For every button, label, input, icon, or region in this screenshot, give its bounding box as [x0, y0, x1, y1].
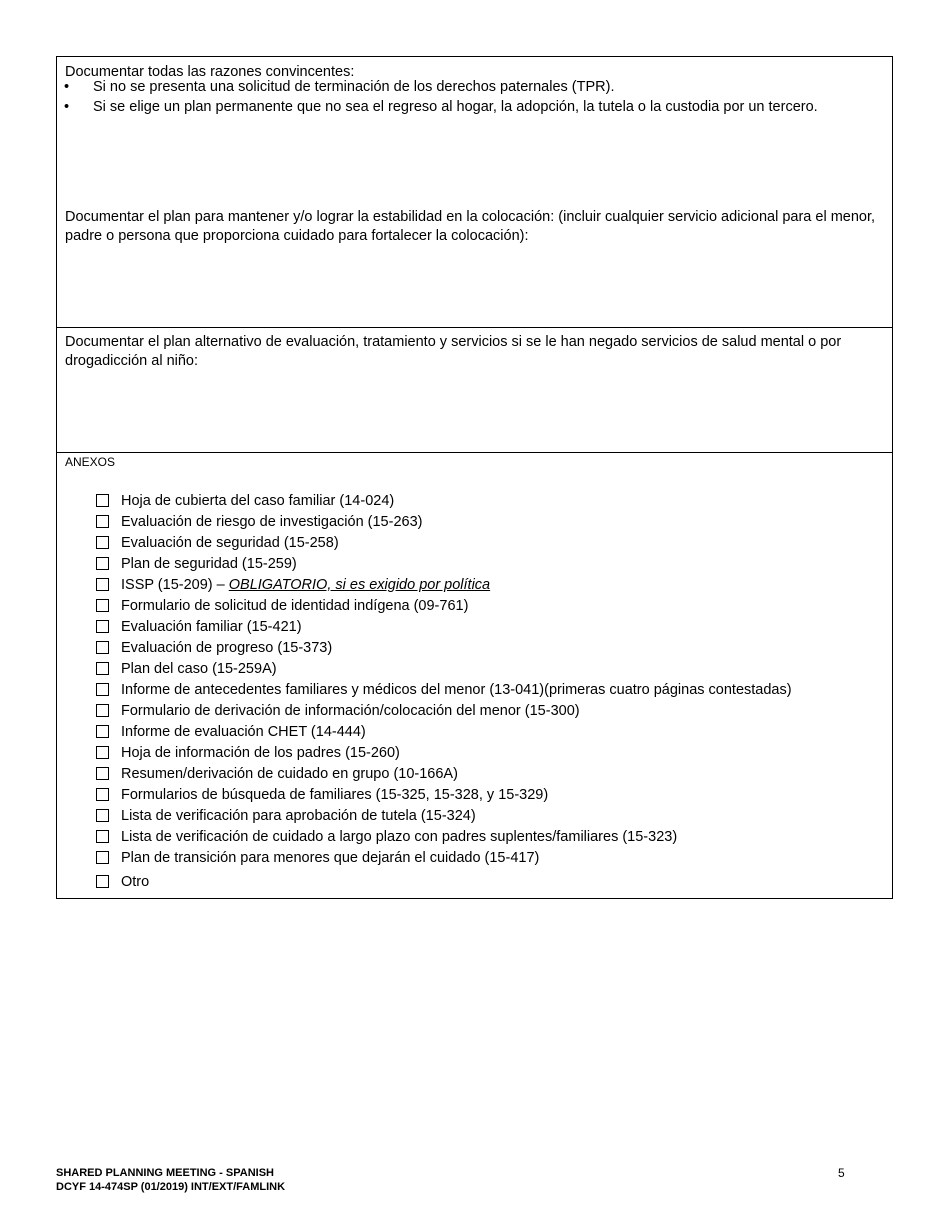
annex-checkbox[interactable]	[96, 788, 109, 801]
bullet-item: • Si no se presenta una solicitud de terminación de los derechos paternales (TPR).	[57, 78, 887, 98]
annex-item: Formulario de derivación de información/colocación del menor (15-300)	[96, 700, 792, 721]
annex-checkbox[interactable]	[96, 515, 109, 528]
placement-stability-text: Documentar el plan para mantener y/o lograr la estabilidad en la colocación: (incluir cualquier servicio adicional para el menor, padre o persona que proporciona cuidado para fortalecer la colocación):	[65, 209, 876, 244]
annex-checkbox[interactable]	[96, 851, 109, 864]
issp-mandatory-note: OBLIGATORIO, si es exigido por política	[228, 576, 491, 593]
annex-checkbox[interactable]	[96, 704, 109, 717]
annex-item: Hoja de información de los padres (15-260)	[96, 742, 792, 763]
annex-item: Informe de evaluación CHET (14-444)	[96, 721, 792, 742]
bullet-item: • Si se elige un plan permanente que no sea el regreso al hogar, la adopción, la tutela o la custodia por un tercero.	[57, 98, 887, 118]
annex-checkbox[interactable]	[96, 875, 109, 888]
annex-item: Formularios de búsqueda de familiares (15-325, 15-328, y 15-329)	[96, 784, 792, 805]
annex-checkbox[interactable]	[96, 641, 109, 654]
annex-item: Plan de transición para menores que dejarán el cuidado (15-417)	[96, 847, 792, 868]
footer-form-title: SHARED PLANNING MEETING - SPANISH	[56, 1167, 274, 1179]
footer-form-code: DCYF 14-474SP (01/2019) INT/EXT/FAMLINK	[56, 1181, 286, 1193]
compelling-reasons-section	[57, 57, 892, 327]
annex-checkbox[interactable]	[96, 599, 109, 612]
annex-item-other: Otro	[96, 871, 792, 892]
annex-item: Lista de verificación de cuidado a largo plazo con padres suplentes/familiares (15-323)	[96, 826, 792, 847]
alternative-plan-section	[57, 327, 892, 452]
annex-checkbox[interactable]	[96, 830, 109, 843]
annex-item: ISSP (15-209) – OBLIGATORIO, si es exigido por política	[96, 574, 792, 595]
bullet-icon: •	[64, 79, 70, 95]
form-footer	[56, 1166, 285, 1194]
annex-checkbox[interactable]	[96, 662, 109, 675]
annex-checkbox[interactable]	[96, 746, 109, 759]
annex-item: Resumen/derivación de cuidado en grupo (10-166A)	[96, 763, 792, 784]
annex-checkbox[interactable]	[96, 620, 109, 633]
annex-checkbox[interactable]	[96, 767, 109, 780]
bullet-icon: •	[64, 98, 70, 115]
compelling-reasons-heading: Documentar todas las razones convincentes:	[65, 64, 355, 80]
annex-item: Formulario de solicitud de identidad indígena (09-761)	[96, 595, 792, 616]
annex-checkbox[interactable]	[96, 494, 109, 507]
annexes-section	[57, 452, 892, 898]
annex-checkbox[interactable]	[96, 536, 109, 549]
annex-item: Lista de verificación para aprobación de tutela (15-324)	[96, 805, 792, 826]
annexes-checklist	[96, 490, 792, 892]
form-frame	[56, 56, 893, 899]
annex-checkbox[interactable]	[96, 725, 109, 738]
annex-item: Plan de seguridad (15-259)	[96, 553, 792, 574]
annex-item: Evaluación familiar (15-421)	[96, 616, 792, 637]
annex-item: Informe de antecedentes familiares y médicos del menor (13-041)(primeras cuatro páginas contestadas)	[96, 679, 792, 700]
annexes-title: ANEXOS	[65, 455, 116, 469]
annex-checkbox[interactable]	[96, 578, 109, 591]
annex-item: Plan del caso (15-259A)	[96, 658, 792, 679]
annex-item: Evaluación de progreso (15-373)	[96, 637, 792, 658]
annex-item: Hoja de cubierta del caso familiar (14-024)	[96, 490, 792, 511]
page-number: 5	[838, 1166, 845, 1180]
compelling-reasons-list	[57, 78, 887, 117]
annex-checkbox[interactable]	[96, 557, 109, 570]
annex-item: Evaluación de riesgo de investigación (15-263)	[96, 511, 792, 532]
annex-item: Evaluación de seguridad (15-258)	[96, 532, 792, 553]
annex-checkbox[interactable]	[96, 683, 109, 696]
annex-checkbox[interactable]	[96, 809, 109, 822]
alternative-plan-text: Documentar el plan alternativo de evaluación, tratamiento y servicios si se le han negado servicios de salud mental o por drogadicción al niño:	[65, 334, 842, 369]
